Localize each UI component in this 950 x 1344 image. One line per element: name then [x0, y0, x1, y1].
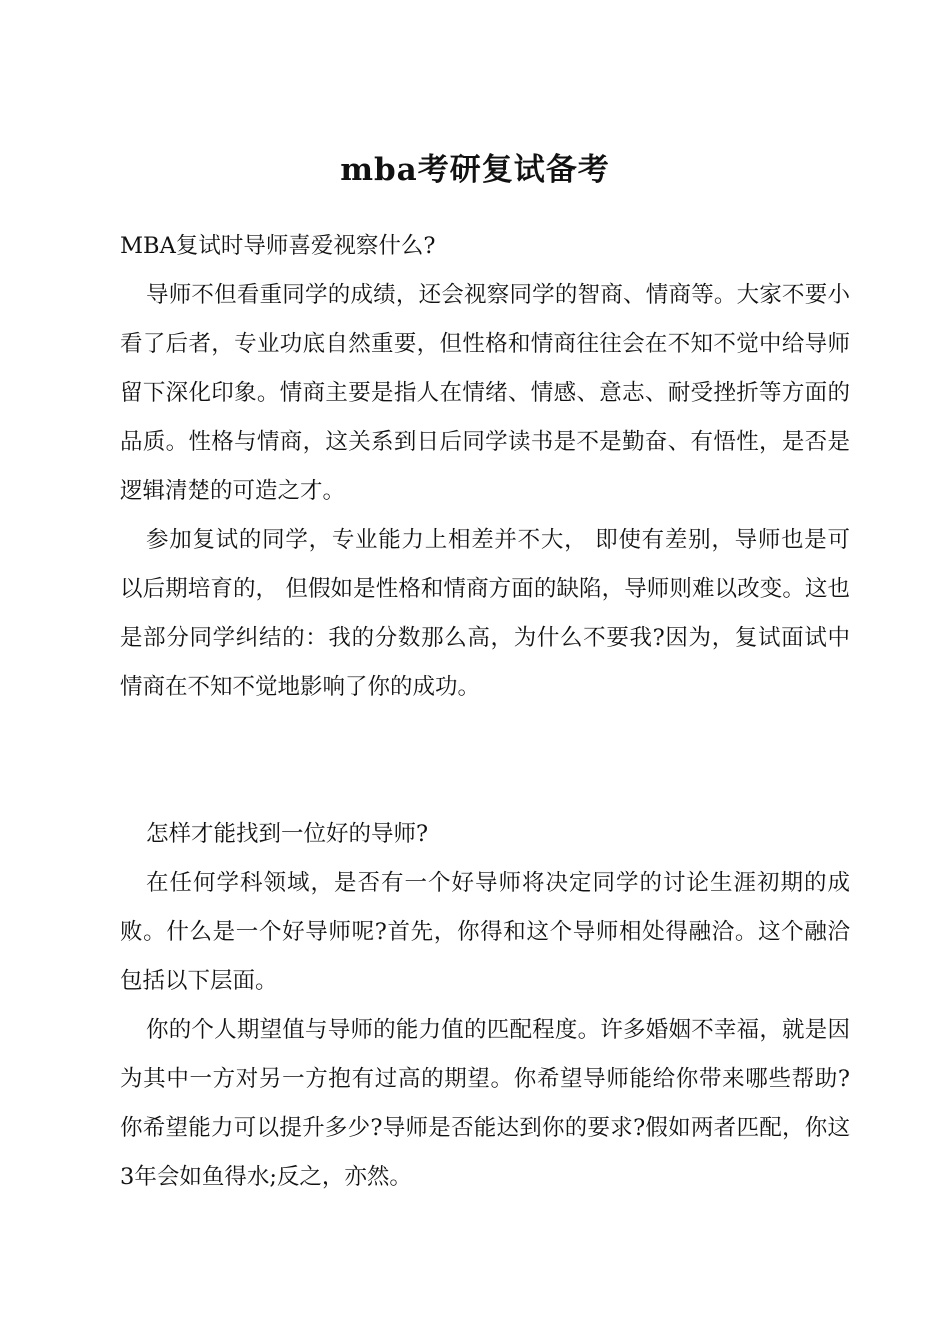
section-gap — [120, 712, 850, 810]
section1-question: MBA复试时导师喜爱视察什么? — [120, 233, 436, 259]
paragraph: 在任何学科领域，是否有一个好导师将决定同学的讨论生涯初期的成败。什么是一个好导师呢?首先，你得和这个导师相处得融洽。这个融洽包括以下层面。 — [120, 870, 850, 994]
paragraph: 参加复试的同学，专业能力上相差并不大， 即使有差别，导师也是可以后期培育的， 但假如是性格和情商方面的缺陷，导师则难以改变。这也是部分同学纠结的：我的分数那么高，为什么不要我?因为，复试面试中情商在不知不觉地影响了你的成功。 — [120, 527, 850, 700]
paragraph: 你的个人期望值与导师的能力值的匹配程度。许多婚姻不幸福，就是因为其中一方对另一方抱有过高的期望。你希望导师能给你带来哪些帮助?你希望能力可以提升多少?导师是否能达到你的要求?假如两者匹配，你这3年会如鱼得水;反之，亦然。 — [120, 1017, 850, 1190]
paragraph: 导师不但看重同学的成绩，还会视察同学的智商、情商等。大家不要小看了后者，专业功底自然重要，但性格和情商往往会在不知不觉中给导师留下深化印象。情商主要是指人在情绪、情感、意志、耐受挫折等方面的品质。性格与情商，这关系到日后同学读书是不是勤奋、有悟性，是否是逻辑清楚的可造之才。 — [120, 282, 850, 504]
section2-question: 怎样才能找到一位好的导师? — [146, 821, 429, 847]
document-title: mba考研复试备考 — [340, 152, 610, 188]
document-body — [120, 222, 850, 1202]
